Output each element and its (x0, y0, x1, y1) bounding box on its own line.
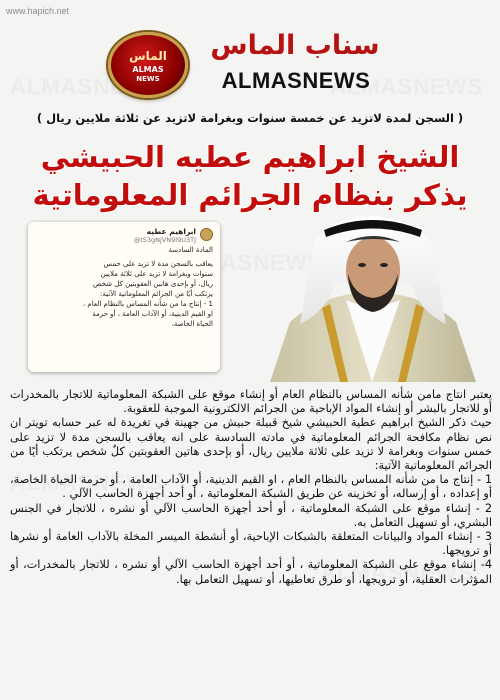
tweet-author-name: ابراهيم عطيه (146, 227, 196, 236)
article-paragraph: حيث ذكر الشيخ ابراهيم عطية الحبيشي شيخ قبيلة حبيش من جهينة في تغريدة له عبر حسابه تويتر ان نص نظام مكافحة الجرائم المعلوماتية في مادته السادسة على انه يعاقب بالسجن مدة لا تزيد على خمس سنوات وبغرامة لا تزيد على ثلاثة ملايين ريال، أو بإحدى هاتين العقوبتين كلٌ شخص يرتكب أيًا من الجرائم المعلوماتية الآتية: (10, 416, 492, 473)
tweet-line: الحياة الخاصة، (171, 320, 213, 328)
tweet-line: او القيم الدينية، أو الآداب العامة ، أو حرمة (92, 310, 213, 318)
brand-header (0, 28, 500, 100)
article-paragraph: يعتبر انتاج مامن شأنه المساس بالنظام العام أو إنشاء موقع على الشبكة المعلوماتية للاتجار بالمخدرات أو للاتجار بالبشر أو إنشاء المواد الإباحية من الجرائم الالكترونية الموجبة للعقوبة. (10, 388, 492, 416)
tweet-line: سنوات وبغرامة لا تزيد على ثلاثة ملايين (100, 270, 213, 278)
site-watermark: www.hapich.net (6, 6, 70, 16)
article-paragraph: 3 - إنشاء المواد والبيانات المتعلقة بالشبكات الإباحية، أو أنشطة الميسر المخلة بالآداب العامة أو نشرها أو ترويجها. (10, 530, 492, 558)
article-body (10, 388, 492, 587)
logo-text-news: NEWS (136, 75, 160, 83)
headline-line-2: يذكر بنظام الجرائم المعلوماتية (32, 178, 468, 212)
brand-name-arabic: سناب الماس (210, 30, 380, 61)
headline-line-1: الشيخ ابراهيم عطيه الحبيشي (40, 140, 460, 174)
tweet-screenshot-card (28, 222, 220, 372)
tweet-line: المادة السادسة (168, 246, 213, 254)
article-paragraph: 2 - إنشاء موقع على الشبكة المعلوماتية ، أو أحد أجهزة الحاسب الآلي أو نشره ، للاتجار في الجنس البشري، أو تسهيل التعامل به. (10, 501, 492, 529)
tweet-line: يعاقب بالسجن مدة لا تزيد على خمس (103, 260, 213, 268)
logo-text-ar: الماس (129, 49, 167, 63)
penalty-subtitle: ( السجن لمدة لاتزيد عن خمسة سنوات وبغرامة لاتزيد عن ثلاثة ملايين ريال ) (36, 111, 464, 125)
article-paragraph: 1 - إنتاج ما من شأنه المساس بالنظام العام ، او القيم الدينية، أو الآداب العامة ، أو حرمة الحياة الخاصة، أو إعداده ، أو إرساله، أو تخزينه عن طريق الشبكة المعلوماتية ، أو أحد أجهزة الحاسب الآلي . (10, 473, 492, 501)
logo-text-almas: ALMAS (132, 65, 164, 74)
article-paragraph: 4- إنشاء موقع على الشبكة المعلوماتية ، أو أحد أجهزة الحاسب الآلي أو نشره ، للاتجار بالمخدرات، أو المؤثرات العقلية، أو ترويجها، أو طرق تعاطيها، أو تسهيل التعامل بها. (10, 558, 492, 586)
sheikh-portrait-image (260, 212, 486, 382)
tweet-avatar (200, 228, 213, 241)
tweet-line: 1 - إنتاج ما من شأنه المساس بالنظام العام ، (82, 300, 213, 308)
brand-name-english: ALMASNEWS (221, 68, 371, 93)
tweet-line: ريال، أو بإحدى هاتين العقوبتين كل شخص (93, 280, 213, 288)
tweet-author-handle: @tS3gNjVN9l9U3TJ (133, 236, 196, 244)
tweet-line: يرتكب أيًا من الجرائم المعلوماتية الآتية: (100, 290, 213, 298)
tweet-body (35, 245, 213, 329)
almas-news-logo (108, 32, 188, 98)
